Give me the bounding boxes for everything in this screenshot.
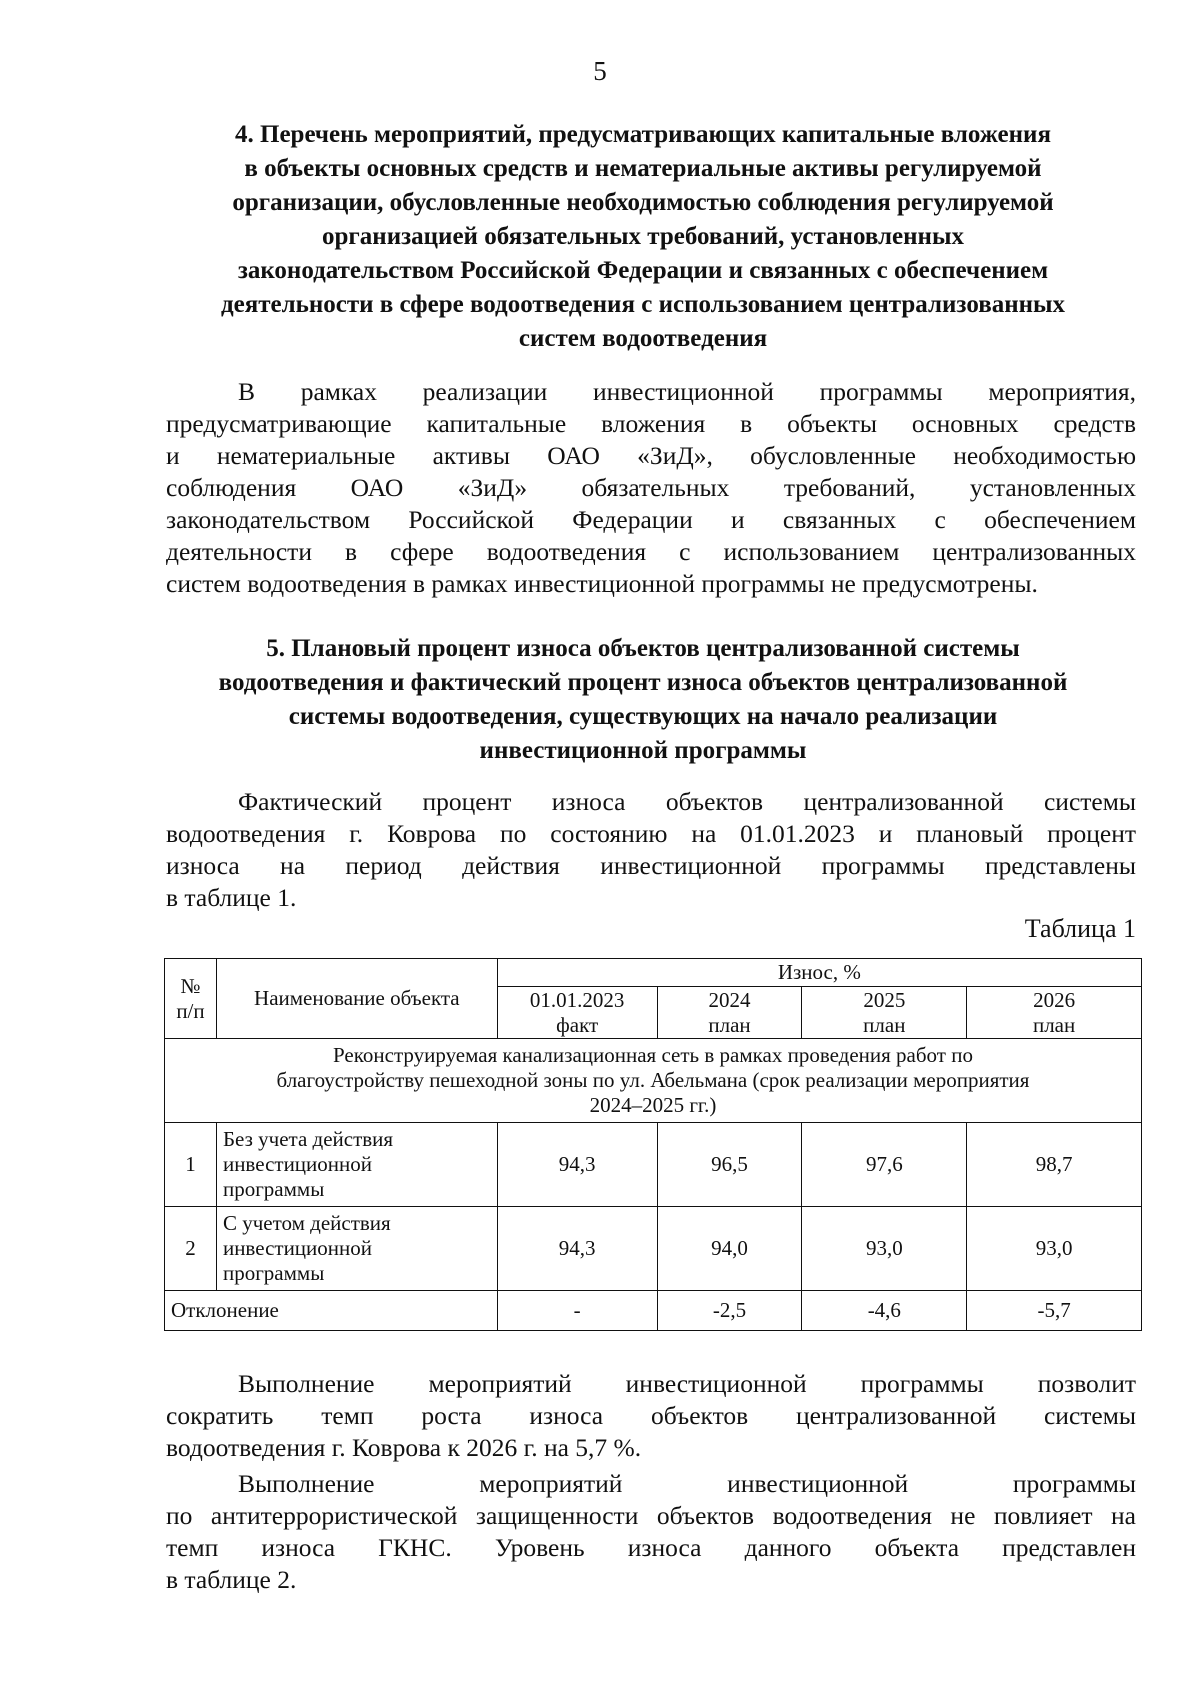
- heading-line: организацией обязательных требований, установленных: [322, 223, 964, 250]
- table-1: [164, 958, 1142, 1331]
- section-5-paragraph: [166, 786, 1136, 914]
- heading-line: 5. Плановый процент износа объектов централизованной системы: [266, 635, 1020, 662]
- paragraph-line: Фактический процент износа объектов централизованной системы: [238, 787, 1136, 816]
- header-group-cell: Износ, %: [497, 959, 1141, 987]
- section-5-heading: [150, 632, 1136, 768]
- paragraph-line: систем водоотведения в рамках инвестиционной программы не предусмотрены.: [166, 569, 1038, 598]
- section-title-cell: [165, 1039, 1142, 1123]
- table-1-caption: Таблица 1: [1024, 914, 1136, 943]
- deviation-value-cell: -5,7: [967, 1291, 1142, 1331]
- paragraph-line: водоотведения г. Коврова по состоянию на 01.01.2023 и плановый процент: [166, 819, 1136, 848]
- paragraph-line: Выполнение мероприятий инвестиционной программы: [238, 1469, 1136, 1498]
- header-name-cell: Наименование объекта: [216, 959, 497, 1039]
- paragraph-line: В рамках реализации инвестиционной программы мероприятия,: [238, 377, 1136, 406]
- row-name-cell: Без учета действия инвестиционной программы: [216, 1123, 497, 1207]
- table-row: [165, 1207, 1142, 1291]
- heading-line: деятельности в сфере водоотведения с использованием централизованных: [220, 291, 1066, 318]
- section-title-line: благоустройству пешеходной зоны по ул. Абельмана (срок реализации мероприятия: [276, 1068, 1030, 1092]
- paragraph-line: Выполнение мероприятий инвестиционной программы позволит: [238, 1369, 1136, 1398]
- paragraph-line: темп износа ГКНС. Уровень износа данного объекта представлен: [166, 1533, 1136, 1562]
- conclusion-paragraph-2: [166, 1468, 1136, 1596]
- paragraph-line: в таблице 2.: [166, 1565, 297, 1594]
- row-value-cell: 94,3: [497, 1207, 657, 1291]
- table-deviation-row: [165, 1291, 1142, 1331]
- section-4-heading: [150, 118, 1136, 356]
- row-value-cell: 97,6: [802, 1123, 967, 1207]
- deviation-value-cell: -4,6: [802, 1291, 967, 1331]
- page-number: 5: [593, 56, 607, 86]
- paragraph-line: по антитеррористической защищенности объектов водоотведения не повлияет на: [166, 1501, 1136, 1530]
- header-num-cell: [165, 959, 217, 1039]
- paragraph-line: водоотведения г. Коврова к 2026 г. на 5,7 %.: [166, 1433, 642, 1462]
- row-value-cell: 96,5: [657, 1123, 802, 1207]
- row-value-cell: 93,0: [802, 1207, 967, 1291]
- section-title-line: 2024–2025 гг.): [589, 1093, 717, 1117]
- row-value-cell: 93,0: [967, 1207, 1142, 1291]
- heading-line: 4. Перечень мероприятий, предусматривающих капитальные вложения: [235, 121, 1051, 148]
- row-value-cell: 94,3: [497, 1123, 657, 1207]
- deviation-value-cell: -2,5: [657, 1291, 802, 1331]
- header-col-cell: 2024 план: [657, 987, 802, 1039]
- paragraph-line: и нематериальные активы ОАО «ЗиД», обусловленные необходимостью: [166, 441, 1136, 470]
- header-col-cell: 2025 план: [802, 987, 967, 1039]
- paragraph-line: износа на период действия инвестиционной программы представлены: [166, 851, 1136, 880]
- row-num-cell: 2: [165, 1207, 217, 1291]
- deviation-label-cell: Отклонение: [165, 1291, 498, 1331]
- section-4-paragraph: [166, 376, 1136, 600]
- paragraph-line: в таблице 1.: [166, 883, 297, 912]
- heading-line: законодательством Российской Федерации и связанных с обеспечением: [237, 257, 1049, 284]
- heading-line: систем водоотведения: [518, 325, 768, 352]
- heading-line: инвестиционной программы: [479, 737, 807, 764]
- paragraph-line: сократить темп роста износа объектов централизованной системы: [166, 1401, 1136, 1430]
- heading-line: в объекты основных средств и нематериальные активы регулируемой: [244, 155, 1042, 182]
- heading-line: водоотведения и фактический процент износа объектов централизованной: [218, 669, 1068, 696]
- paragraph-line: законодательством Российской Федерации и связанных с обеспечением: [166, 505, 1136, 534]
- table-row: [165, 1123, 1142, 1207]
- header-num-line: №: [180, 973, 201, 998]
- heading-line: системы водоотведения, существующих на начало реализации: [288, 703, 998, 730]
- row-name-cell: С учетом действия инвестиционной программы: [216, 1207, 497, 1291]
- deviation-value-cell: -: [497, 1291, 657, 1331]
- paragraph-line: соблюдения ОАО «ЗиД» обязательных требований, установленных: [166, 473, 1136, 502]
- header-num-line: п/п: [176, 998, 205, 1023]
- conclusion-paragraph-1: [166, 1368, 1136, 1464]
- table-header-row: [165, 959, 1142, 987]
- header-col-cell: 2026 план: [967, 987, 1142, 1039]
- paragraph-line: предусматривающие капитальные вложения в объекты основных средств: [166, 409, 1136, 438]
- heading-line: организации, обусловленные необходимостью соблюдения регулируемой: [232, 189, 1054, 216]
- header-col-cell: 01.01.2023 факт: [497, 987, 657, 1039]
- row-value-cell: 94,0: [657, 1207, 802, 1291]
- row-num-cell: 1: [165, 1123, 217, 1207]
- section-title-line: Реконструируемая канализационная сеть в рамках проведения работ по: [333, 1043, 973, 1067]
- table-section-row: [165, 1039, 1142, 1123]
- row-value-cell: 98,7: [967, 1123, 1142, 1207]
- paragraph-line: деятельности в сфере водоотведения с использованием централизованных: [166, 537, 1136, 566]
